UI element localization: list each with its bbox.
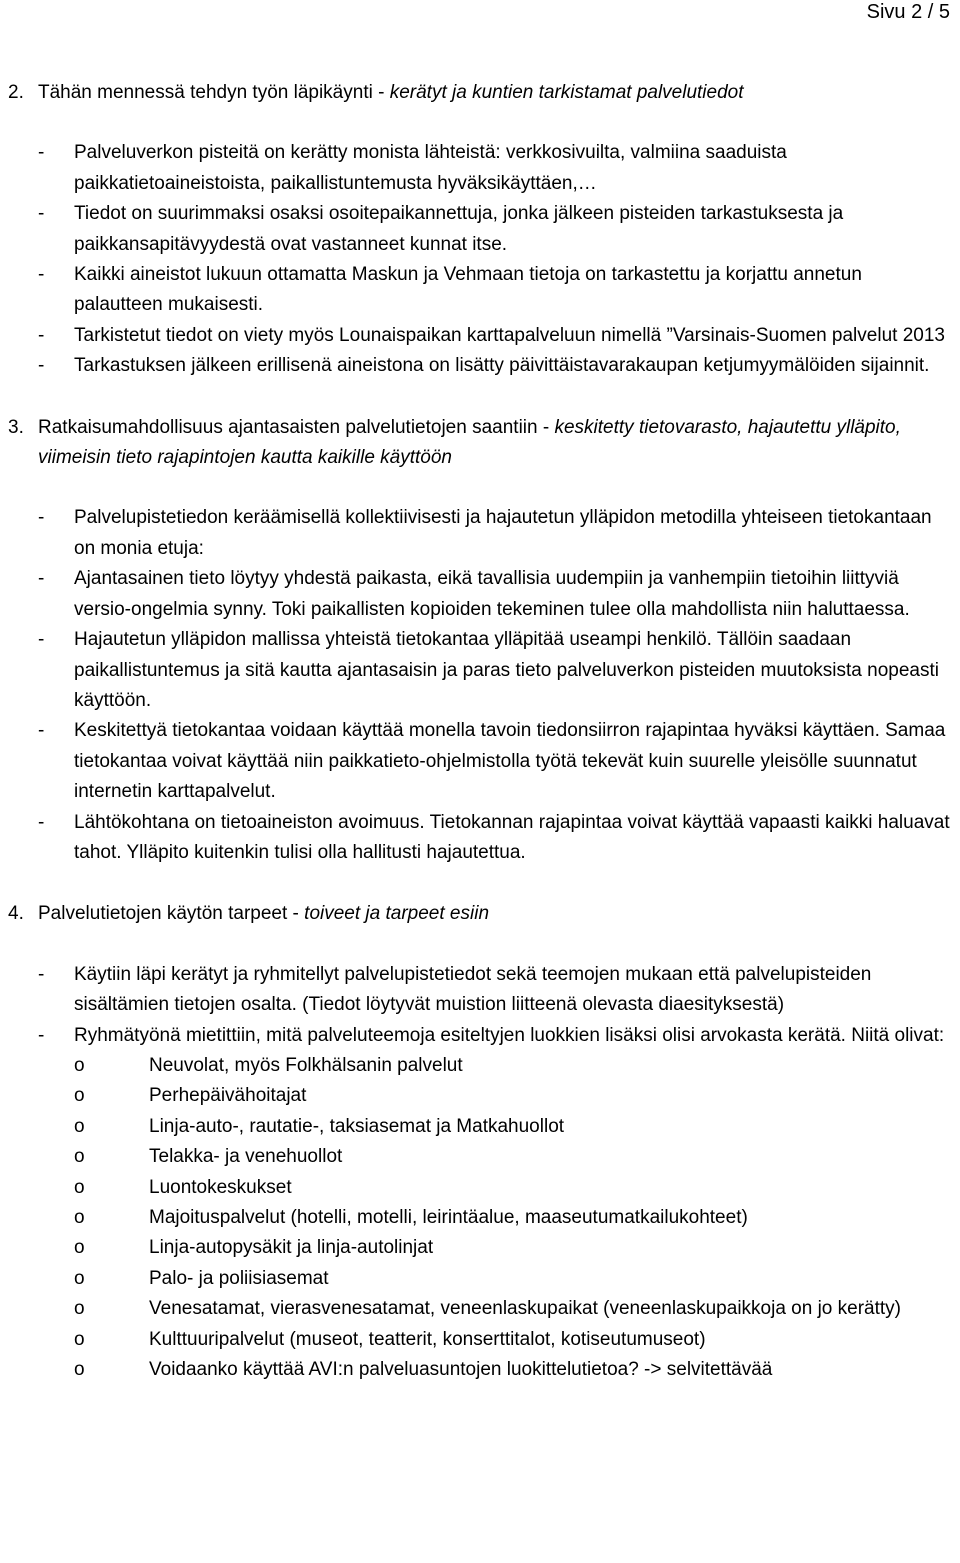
circle-marker: o: [74, 1298, 85, 1320]
section-4-title: Palvelutietojen käytön tarpeet -: [38, 903, 305, 925]
list-item-text: Palvelupistetiedon keräämisellä kollektiivisesti ja hajautetun ylläpidon metodilla yhteiseen tietokantaan on monia etuja:: [74, 507, 932, 559]
circle-marker: o: [74, 1146, 85, 1168]
list-item: [0, 138, 954, 199]
list-item-text: Ajantasainen tieto löytyy yhdestä paikasta, eikä tavallisia uudempiin ja vanhempiin tietoihin liittyviä versio-ongelmia synny. Toki paikallisten kopioiden tekeminen tulee olla mahdollista niin haluttaessa.: [74, 568, 910, 620]
section-2-bullets: [0, 138, 960, 381]
list-item-text: Keskitettyä tietokantaa voidaan käyttää monella tavoin tiedonsiirron rajapintaa hyväksi käyttäen. Samaa tietokantaa voivat käyttää niin paikkatieto-ohjelmistolla työtä tekevät kuin suurelle yleisölle suunnatut internetin karttapalvelut.: [74, 720, 946, 803]
dash-marker: -: [38, 324, 45, 346]
dash-marker: -: [38, 203, 45, 225]
list-item: [0, 625, 954, 716]
sub-list-item: [0, 1203, 949, 1233]
sub-list-item-text: Linja-auto-, rautatie-, taksiasemat ja Matkahuollot: [149, 1115, 565, 1137]
circle-marker: o: [74, 1328, 85, 1350]
list-item: [0, 503, 954, 564]
list-item-text: Käytiin läpi kerätyt ja ryhmitellyt palvelupistetiedot sekä teemojen mukaan että palvelupisteiden sisältämien tietojen osalta. (Tiedot löytyvät muistion liitteenä olevasta diaesityksestä): [74, 963, 872, 1016]
section-4-sub-list: [0, 1051, 960, 1385]
sub-list-item-text: Telakka- ja venehuollot: [149, 1146, 343, 1168]
dash-marker: -: [38, 629, 45, 651]
sub-list-item: [0, 1051, 949, 1081]
circle-marker: o: [74, 1359, 85, 1381]
sub-list-item-text: Neuvolat, myös Folkhälsanin palvelut: [149, 1054, 463, 1076]
list-item: [0, 1021, 954, 1051]
dash-marker: -: [38, 720, 45, 742]
list-item: [0, 564, 954, 625]
sub-list-item: [0, 1294, 949, 1324]
circle-marker: o: [74, 1054, 85, 1076]
sub-list-item-text: Kulttuuripalvelut (museot, teatterit, konserttitalot, kotiseutumuseot): [149, 1328, 706, 1350]
dash-marker: -: [38, 568, 45, 590]
circle-marker: o: [74, 1115, 85, 1137]
list-item: [0, 351, 954, 381]
sub-list-item-text: Palo- ja poliisiasemat: [149, 1267, 329, 1289]
sub-list-item: [0, 1355, 949, 1385]
sub-list-item-text: Luontokeskukset: [149, 1176, 292, 1198]
sub-list-item: [0, 1142, 949, 1172]
section-3-title-italic: keskitetty tietovarasto, hajautettu ylläpito, viimeisin tieto rajapintojen kautta kaikille käyttöön: [38, 416, 901, 469]
section-3-title: Ratkaisumahdollisuus ajantasaisten palvelutietojen saantiin -: [38, 416, 555, 438]
list-item-text: Hajautetun ylläpidon mallissa yhteistä tietokantaa ylläpitää useampi henkilö. Tällöin saadaan paikallistuntemus ja sitä kautta ajantasaisin ja paras tieto palveluverkon pisteiden muutoksista nopeasti käyttöön.: [74, 629, 939, 711]
section-2-heading: [0, 78, 938, 108]
dash-marker: -: [38, 963, 45, 985]
section-2-title: Tähän mennessä tehdyn työn läpikäynti -: [38, 82, 390, 103]
list-item-text: Kaikki aineistot lukuun ottamatta Maskun ja Vehmaan tietoja on tarkastettu ja korjattu annetun palautteen mukaisesti.: [74, 264, 862, 316]
sub-list-item-text: Voidaanko käyttää AVI:n palveluasuntojen luokittelutietoa? -> selvitettävää: [149, 1359, 773, 1381]
section-2-title-italic: kerätyt ja kuntien tarkistamat palvelutiedot: [389, 82, 744, 103]
sub-list-item-text: Perhepäivähoitajat: [149, 1085, 307, 1107]
list-item: [0, 199, 954, 260]
list-item-text: Palveluverkon pisteitä on kerätty monista lähteistä: verkkosivuilta, valmiina saaduista paikkatietoaineistoista, paikallistuntemusta hyväksikäyttäen,…: [74, 142, 787, 194]
list-item-text: Lähtökohtana on tietoaineiston avoimuus. Tietokannan rajapintaa voivat käyttää vapaasti kaikki haluavat tahot. Ylläpito kuitenkin tulisi olla hallitusti hajautettua.: [74, 811, 950, 863]
section-2-number: 2.: [8, 82, 24, 103]
sub-list-item: [0, 1233, 949, 1263]
list-item-text: Tarkistetut tiedot on viety myös Lounaispaikan karttapalveluun nimellä ”Varsinais-Suomen palvelut 2013: [74, 324, 945, 346]
sub-list-item: [0, 1173, 949, 1203]
sub-list-item: [0, 1325, 949, 1355]
list-item: [0, 321, 954, 351]
sub-list-item-text: Linja-autopysäkit ja linja-autolinjat: [149, 1237, 434, 1259]
dash-marker: -: [38, 355, 45, 377]
list-item: [0, 716, 954, 807]
page-number: Sivu 2 / 5: [866, 1, 950, 23]
list-item-text: Tarkastuksen jälkeen erillisenä aineistona on lisätty päivittäistavarakaupan ketjumyymälöiden sijainnit.: [74, 355, 930, 377]
dash-marker: -: [38, 264, 45, 286]
section-4-title-italic: toiveet ja tarpeet esiin: [304, 903, 490, 925]
circle-marker: o: [74, 1267, 85, 1289]
sub-list-item: [0, 1081, 949, 1111]
list-item-text: Tiedot on suurimmaksi osaksi osoitepaikannettuja, jonka jälkeen pisteiden tarkastuksesta ja paikkansapitävyydestä ovat vastanneet kunnat itse.: [74, 203, 844, 255]
list-item: [0, 260, 954, 321]
circle-marker: o: [74, 1207, 85, 1228]
dash-marker: -: [38, 142, 45, 164]
section-4-number: 4.: [8, 903, 24, 925]
sub-list-item-text: Majoituspalvelut (hotelli, motelli, leirintäalue, maaseutumatkailukohteet): [149, 1207, 748, 1228]
circle-marker: o: [74, 1237, 85, 1259]
sub-list-item: [0, 1264, 949, 1294]
dash-marker: -: [38, 507, 45, 529]
section-3-number: 3.: [8, 416, 24, 438]
section-3-heading: [0, 413, 938, 474]
sub-list-item-text: Venesatamat, vierasvenesatamat, veneenlaskupaikat (veneenlaskupaikkoja on jo kerätty): [149, 1298, 901, 1320]
list-item: [0, 808, 954, 869]
section-4-heading: [0, 899, 938, 929]
sub-list-item: [0, 1112, 949, 1142]
section-4-bullets: [0, 960, 960, 1051]
section-3-bullets: [0, 503, 960, 868]
list-item-text: Ryhmätyönä mietittiin, mitä palveluteemoja esiteltyjen luokkien lisäksi olisi arvokasta kerätä. Niitä olivat:: [74, 1024, 945, 1046]
list-item: [0, 960, 954, 1021]
circle-marker: o: [74, 1176, 85, 1198]
document-body: [0, 78, 960, 1385]
circle-marker: o: [74, 1085, 85, 1107]
dash-marker: -: [38, 811, 45, 833]
dash-marker: -: [38, 1024, 45, 1046]
